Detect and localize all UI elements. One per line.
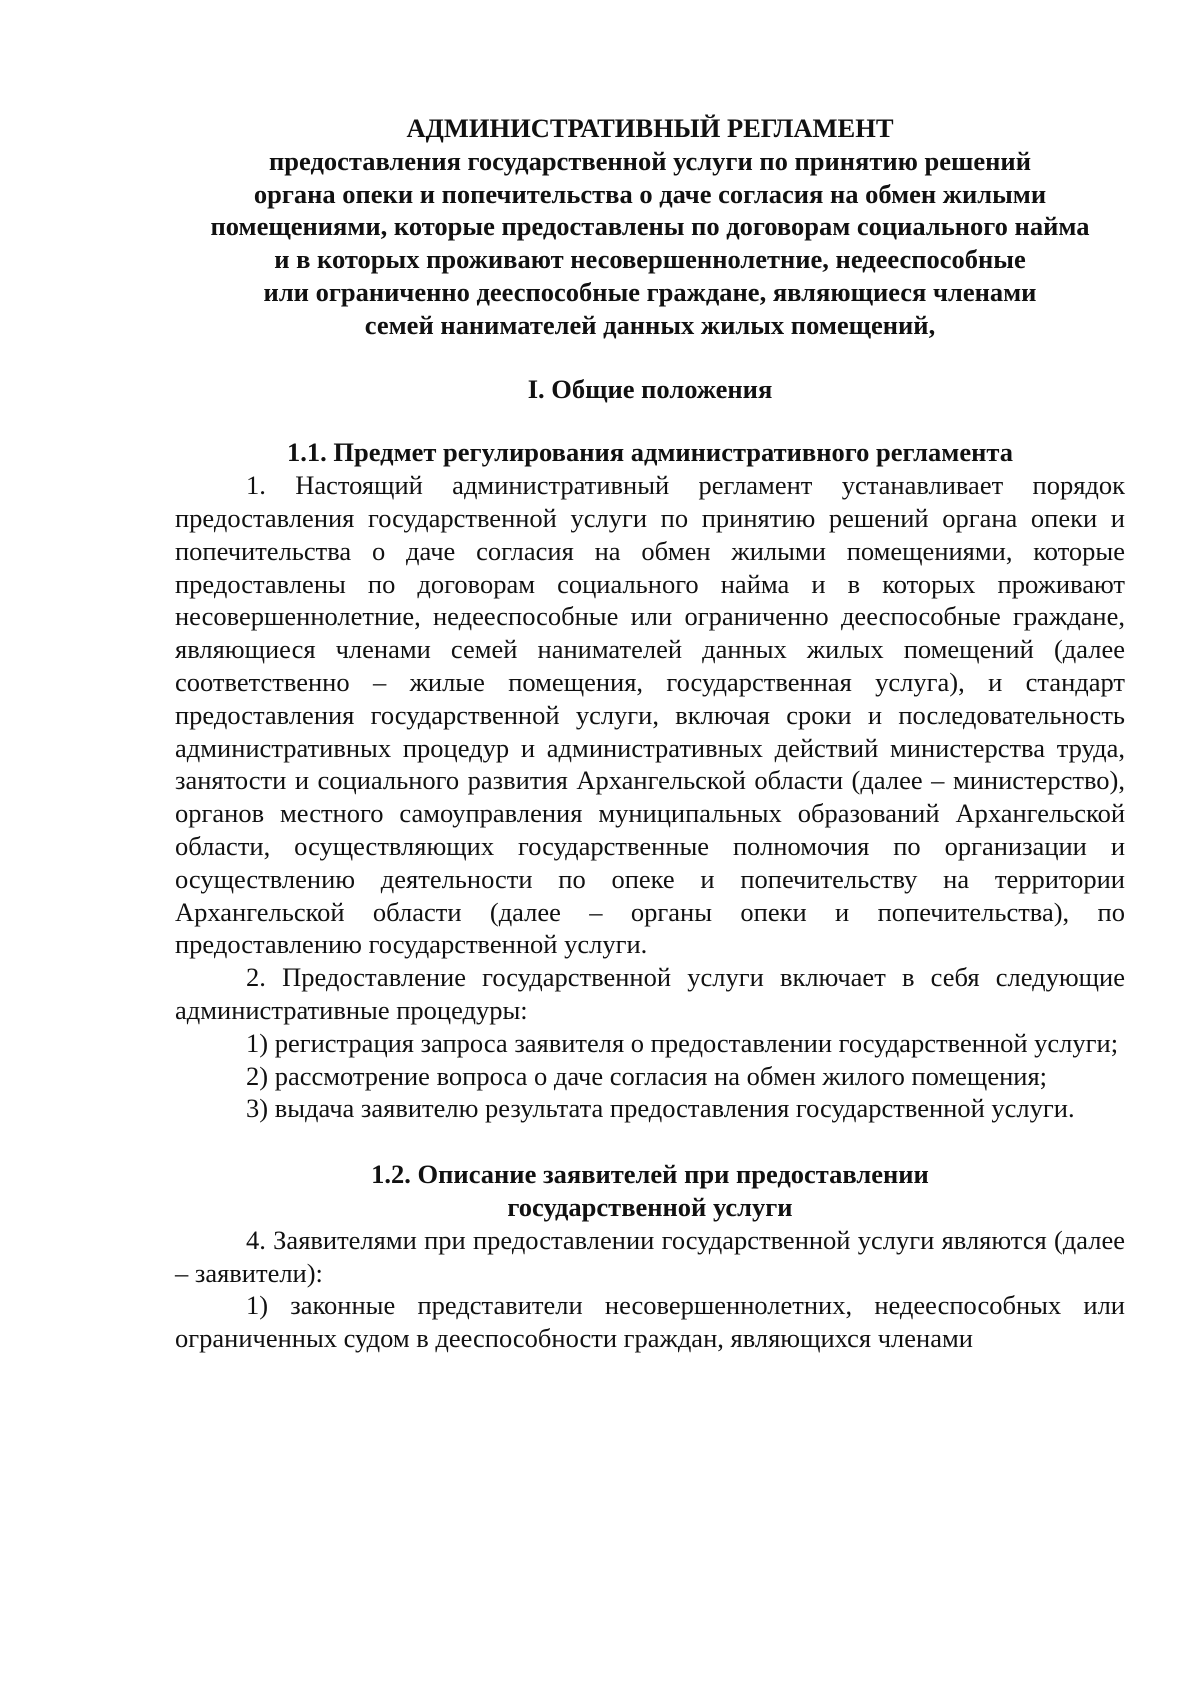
- subsection-heading-applicants: [175, 1158, 1125, 1224]
- title-line: и в которых проживают несовершеннолетние, недееспособные: [274, 244, 1026, 275]
- title-line: органа опеки и попечительства о даче согласия на обмен жилыми: [253, 178, 1047, 209]
- list-item: 1) законные представители несовершеннолетних, недееспособных или ограниченных судом в дееспособности граждан, являющихся членами: [175, 1290, 1125, 1354]
- title-line: АДМИНИСТРАТИВНЫЙ РЕГЛАМЕНТ: [406, 113, 894, 143]
- title-line: помещениями, которые предоставлены по договорам социального найма: [210, 211, 1090, 242]
- paragraph-4: 4. Заявителями при предоставлении государственной услуги являются (далее – заявители):: [175, 1224, 1125, 1288]
- section-heading-general-provisions: I. Общие положения: [527, 373, 773, 404]
- heading-line: 1.2. Описание заявителей при предоставлении: [371, 1159, 929, 1190]
- title-line: или ограниченно дееспособные граждане, являющиеся членами: [263, 276, 1037, 307]
- list-item: 1) регистрация запроса заявителя о предоставлении государственной услуги;: [246, 1027, 1119, 1058]
- list-item: 2) рассмотрение вопроса о даче согласия на обмен жилого помещения;: [246, 1060, 1047, 1091]
- title-line: семей нанимателей данных жилых помещений,: [364, 309, 936, 340]
- document-page: [175, 112, 1125, 1355]
- paragraph-1: 1. Настоящий административный регламент устанавливает порядок предоставления государственной услуги по принятию решений органа опеки и попечительства о даче согласия на обмен жилыми помещениями, которые предоставлены по договорам социального найма и в которых проживают несовершеннолетние, недееспособные или ограниченно дееспособные граждане, являющиеся членами семей нанимателей данных жилых помещений (далее соответственно – жилые помещения, государственная услуга), и стандарт предоставления государственной услуги, включая сроки и последовательность административных процедур и административных действий министерства труда, занятости и социального развития Архангельской области (далее – министерство), органов местного самоуправления муниципальных образований Архангельской области, осуществляющих государственные полномочия по организации и осуществлению деятельности по опеке и попечительству на территории Архангельской области (далее – органы опеки и попечительства), по предоставлению государственной услуги.: [175, 470, 1125, 960]
- subsection-heading-regulation-subject: 1.1. Предмет регулирования административного регламента: [287, 437, 1013, 468]
- document-title: [175, 112, 1125, 342]
- heading-line: государственной услуги: [507, 1191, 793, 1222]
- list-item: 3) выдача заявителю результата предоставления государственной услуги.: [246, 1093, 1075, 1124]
- title-line: предоставления государственной услуги по принятию решений: [269, 145, 1031, 176]
- paragraph-2: 2. Предоставление государственной услуги включает в себя следующие административные процедуры:: [175, 962, 1125, 1025]
